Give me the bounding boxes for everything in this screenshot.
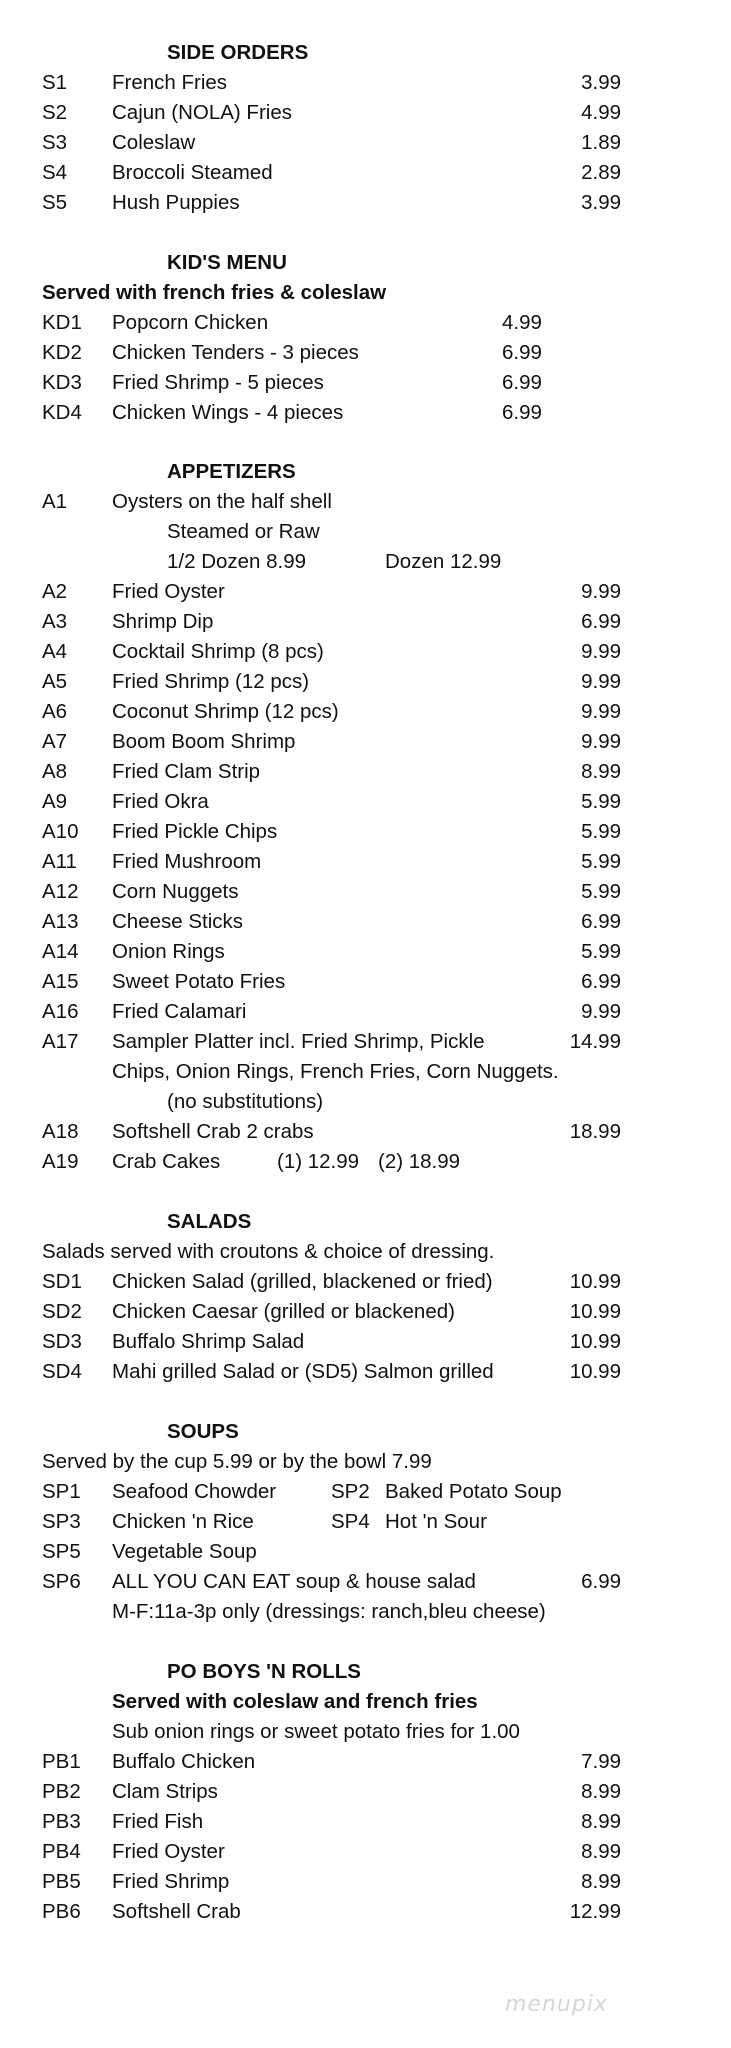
item-name: Chicken 'n Rice [112,1510,254,1533]
item-code: KD4 [42,401,82,424]
item-price: 8.99 [581,1870,621,1893]
item-price: 10.99 [569,1360,621,1383]
item-price: 6.99 [502,401,542,424]
item-name: Hush Puppies [112,191,240,214]
item-name: Fried Pickle Chips [112,820,278,843]
item-name: Seafood Chowder [112,1480,277,1503]
menu-item-sp6 [0,1567,731,1597]
item-code: SP3 [42,1510,81,1533]
item-name: Sweet Potato Fries [112,970,286,993]
item-price: 14.99 [569,1030,621,1053]
item-price: 5.99 [581,880,621,903]
menu-item [0,338,731,368]
item-price: 6.99 [581,610,621,633]
item-code: SP1 [42,1480,81,1503]
item-price: 18.99 [569,1120,621,1143]
item-price: 6.99 [581,910,621,933]
item-name: Mahi grilled Salad or (SD5) Salmon grilled [112,1360,494,1383]
item-name: Vegetable Soup [112,1540,257,1563]
item-price: 6.99 [581,970,621,993]
item-name: Buffalo Shrimp Salad [112,1330,305,1353]
menu-item [0,1867,731,1897]
item-price: 5.99 [581,850,621,873]
kids-menu-subtitle: Served with french fries & coleslaw [42,281,387,304]
item-price: 9.99 [581,640,621,663]
po-boys-title: PO BOYS 'N ROLLS [167,1660,361,1683]
menu-item [0,1897,731,1927]
item-price: 9.99 [581,730,621,753]
menu-item-sp3-sp4 [0,1507,731,1537]
item-code: A13 [42,910,79,933]
menu-item [0,1747,731,1777]
item-code: SP5 [42,1540,81,1563]
menu-item [0,128,731,158]
item-name: Fried Shrimp - 5 pieces [112,371,324,394]
menu-item [0,98,731,128]
item-code: SD4 [42,1360,82,1383]
item-code: PB6 [42,1900,81,1923]
a1-dozen-price: Dozen 12.99 [385,550,502,573]
item-price: 8.99 [581,1780,621,1803]
item-name: Fried Oyster [112,1840,225,1863]
po-boys-note: Sub onion rings or sweet potato fries for 1.00 [112,1720,520,1743]
item-code: A1 [42,490,68,513]
item-code: A11 [42,850,77,873]
menu-item-a1 [0,487,731,517]
item-price: 5.99 [581,790,621,813]
item-name: Fried Oyster [112,580,225,603]
item-name: Fried Mushroom [112,850,262,873]
a17-note: (no substitutions) [167,1090,324,1113]
item-name: Chicken Tenders - 3 pieces [112,341,359,364]
menu-item [0,577,731,607]
a17-description-line: Chips, Onion Rings, French Fries, Corn Nuggets. [112,1060,559,1083]
item-price: 3.99 [581,71,621,94]
menu-item [0,308,731,338]
item-price: 9.99 [581,580,621,603]
item-code: PB1 [42,1750,81,1773]
appetizers-title: APPETIZERS [167,460,296,483]
item-code: KD3 [42,371,82,394]
item-code: A6 [42,700,68,723]
item-price: 9.99 [581,700,621,723]
menu-item-a19 [0,1147,731,1177]
menu-item [0,368,731,398]
soups-title: SOUPS [167,1420,239,1443]
menu-item [0,847,731,877]
menu-item [0,68,731,98]
po-boys-subtitle: Served with coleslaw and french fries [112,1690,478,1713]
item-name: Cheese Sticks [112,910,244,933]
item-code: A17 [42,1030,79,1053]
item-price: 5.99 [581,820,621,843]
item-name: Fried Okra [112,790,209,813]
item-code: A3 [42,610,68,633]
item-name: Fried Shrimp (12 pcs) [112,670,310,693]
item-price: 1.89 [581,131,621,154]
item-price: 4.99 [502,311,542,334]
item-code: A8 [42,760,68,783]
item-code: A2 [42,580,68,603]
menu-item [0,997,731,1027]
item-name: Chicken Caesar (grilled or blackened) [112,1300,455,1323]
item-name: Cocktail Shrimp (8 pcs) [112,640,324,663]
item-price: 12.99 [569,1900,621,1923]
item-code: SD1 [42,1270,82,1293]
item-code: A7 [42,730,68,753]
item-price: 10.99 [569,1300,621,1323]
a1-note: Steamed or Raw [167,520,320,543]
item-name: ALL YOU CAN EAT soup & house salad [112,1570,476,1593]
crab-cake-single-price: (1) 12.99 [277,1150,360,1173]
item-price: 7.99 [581,1750,621,1773]
menu-item [0,907,731,937]
item-code: PB5 [42,1870,81,1893]
menu-item [0,937,731,967]
item-price: 10.99 [569,1330,621,1353]
item-name: Softshell Crab [112,1900,241,1923]
item-name: Shrimp Dip [112,610,214,633]
item-code: KD1 [42,311,82,334]
menu-item [0,667,731,697]
item-code: A9 [42,790,68,813]
item-code: SP4 [331,1510,370,1533]
item-code: A5 [42,670,68,693]
menu-item [0,1297,731,1327]
menu-item-sp1-sp2 [0,1477,731,1507]
item-name: Fried Calamari [112,1000,247,1023]
item-code: A16 [42,1000,79,1023]
menu-item [0,637,731,667]
menu-item [0,1837,731,1867]
a1-half-dozen-price: 1/2 Dozen 8.99 [167,550,307,573]
menu-item [0,787,731,817]
item-name: Coconut Shrimp (12 pcs) [112,700,339,723]
item-code: A14 [42,940,79,963]
menu-item-a18 [0,1117,731,1147]
item-price: 3.99 [581,191,621,214]
menu-item [0,158,731,188]
item-code: PB2 [42,1780,81,1803]
item-code: A19 [42,1150,79,1173]
item-name: Sampler Platter incl. Fried Shrimp, Pickle [112,1030,485,1053]
item-code: SD3 [42,1330,82,1353]
menu-item [0,607,731,637]
item-name: Corn Nuggets [112,880,239,903]
item-price: 5.99 [581,940,621,963]
item-code: SD2 [42,1300,82,1323]
item-price: 8.99 [581,1810,621,1833]
item-code: PB3 [42,1810,81,1833]
menu-item [0,1807,731,1837]
item-code: SP6 [42,1570,81,1593]
item-code: A18 [42,1120,79,1143]
item-code: PB4 [42,1840,81,1863]
item-name: Oysters on the half shell [112,490,332,513]
item-name: Boom Boom Shrimp [112,730,296,753]
item-code: A15 [42,970,79,993]
item-name: Chicken Wings - 4 pieces [112,401,344,424]
item-name: Baked Potato Soup [385,1480,562,1503]
item-code: S5 [42,191,68,214]
crab-cake-double-price: (2) 18.99 [378,1150,461,1173]
item-price: 9.99 [581,1000,621,1023]
menu-item-a17 [0,1027,731,1057]
kids-menu-title: KID'S MENU [167,251,287,274]
side-orders-title: SIDE ORDERS [167,41,309,64]
salads-title: SALADS [167,1210,252,1233]
item-code: SP2 [331,1480,370,1503]
menu-item [0,1777,731,1807]
item-price: 6.99 [502,371,542,394]
item-code: S3 [42,131,68,154]
item-price: 6.99 [581,1570,621,1593]
item-name: Coleslaw [112,131,196,154]
item-name: Cajun (NOLA) Fries [112,101,292,124]
menu-item [0,967,731,997]
menu-item [0,1357,731,1387]
item-name: Buffalo Chicken [112,1750,256,1773]
item-name: Hot 'n Sour [385,1510,487,1533]
item-name: Chicken Salad (grilled, blackened or fried) [112,1270,493,1293]
item-name: Onion Rings [112,940,225,963]
item-price: 8.99 [581,1840,621,1863]
item-price: 8.99 [581,760,621,783]
menu-item-sp5 [0,1537,731,1567]
item-code: S4 [42,161,68,184]
item-code: S1 [42,71,68,94]
item-price: 9.99 [581,670,621,693]
salads-subtitle: Salads served with croutons & choice of dressing. [42,1240,495,1263]
sp6-note: M-F:11a-3p only (dressings: ranch,bleu cheese) [112,1600,546,1623]
item-name: Softshell Crab 2 crabs [112,1120,314,1143]
item-code: A12 [42,880,79,903]
item-name: Fried Clam Strip [112,760,261,783]
menu-item [0,757,731,787]
item-name: Fried Shrimp [112,1870,230,1893]
menu-item [0,1267,731,1297]
item-name: Popcorn Chicken [112,311,269,334]
menu-item [0,188,731,218]
menu-item [0,817,731,847]
item-name: Clam Strips [112,1780,218,1803]
soups-subtitle: Served by the cup 5.99 or by the bowl 7.99 [42,1450,432,1473]
menu-item [0,398,731,428]
item-price: 6.99 [502,341,542,364]
watermark-logo: menupix [505,1992,608,2017]
item-price: 2.89 [581,161,621,184]
item-name: Broccoli Steamed [112,161,273,184]
menu-item [0,697,731,727]
menu-item [0,1327,731,1357]
item-name: Fried Fish [112,1810,204,1833]
menu-item [0,727,731,757]
item-price: 4.99 [581,101,621,124]
item-name: French Fries [112,71,228,94]
item-code: A4 [42,640,68,663]
item-price: 10.99 [569,1270,621,1293]
item-name: Crab Cakes [112,1150,221,1173]
item-code: S2 [42,101,68,124]
item-code: A10 [42,820,79,843]
menu-item [0,877,731,907]
item-code: KD2 [42,341,82,364]
